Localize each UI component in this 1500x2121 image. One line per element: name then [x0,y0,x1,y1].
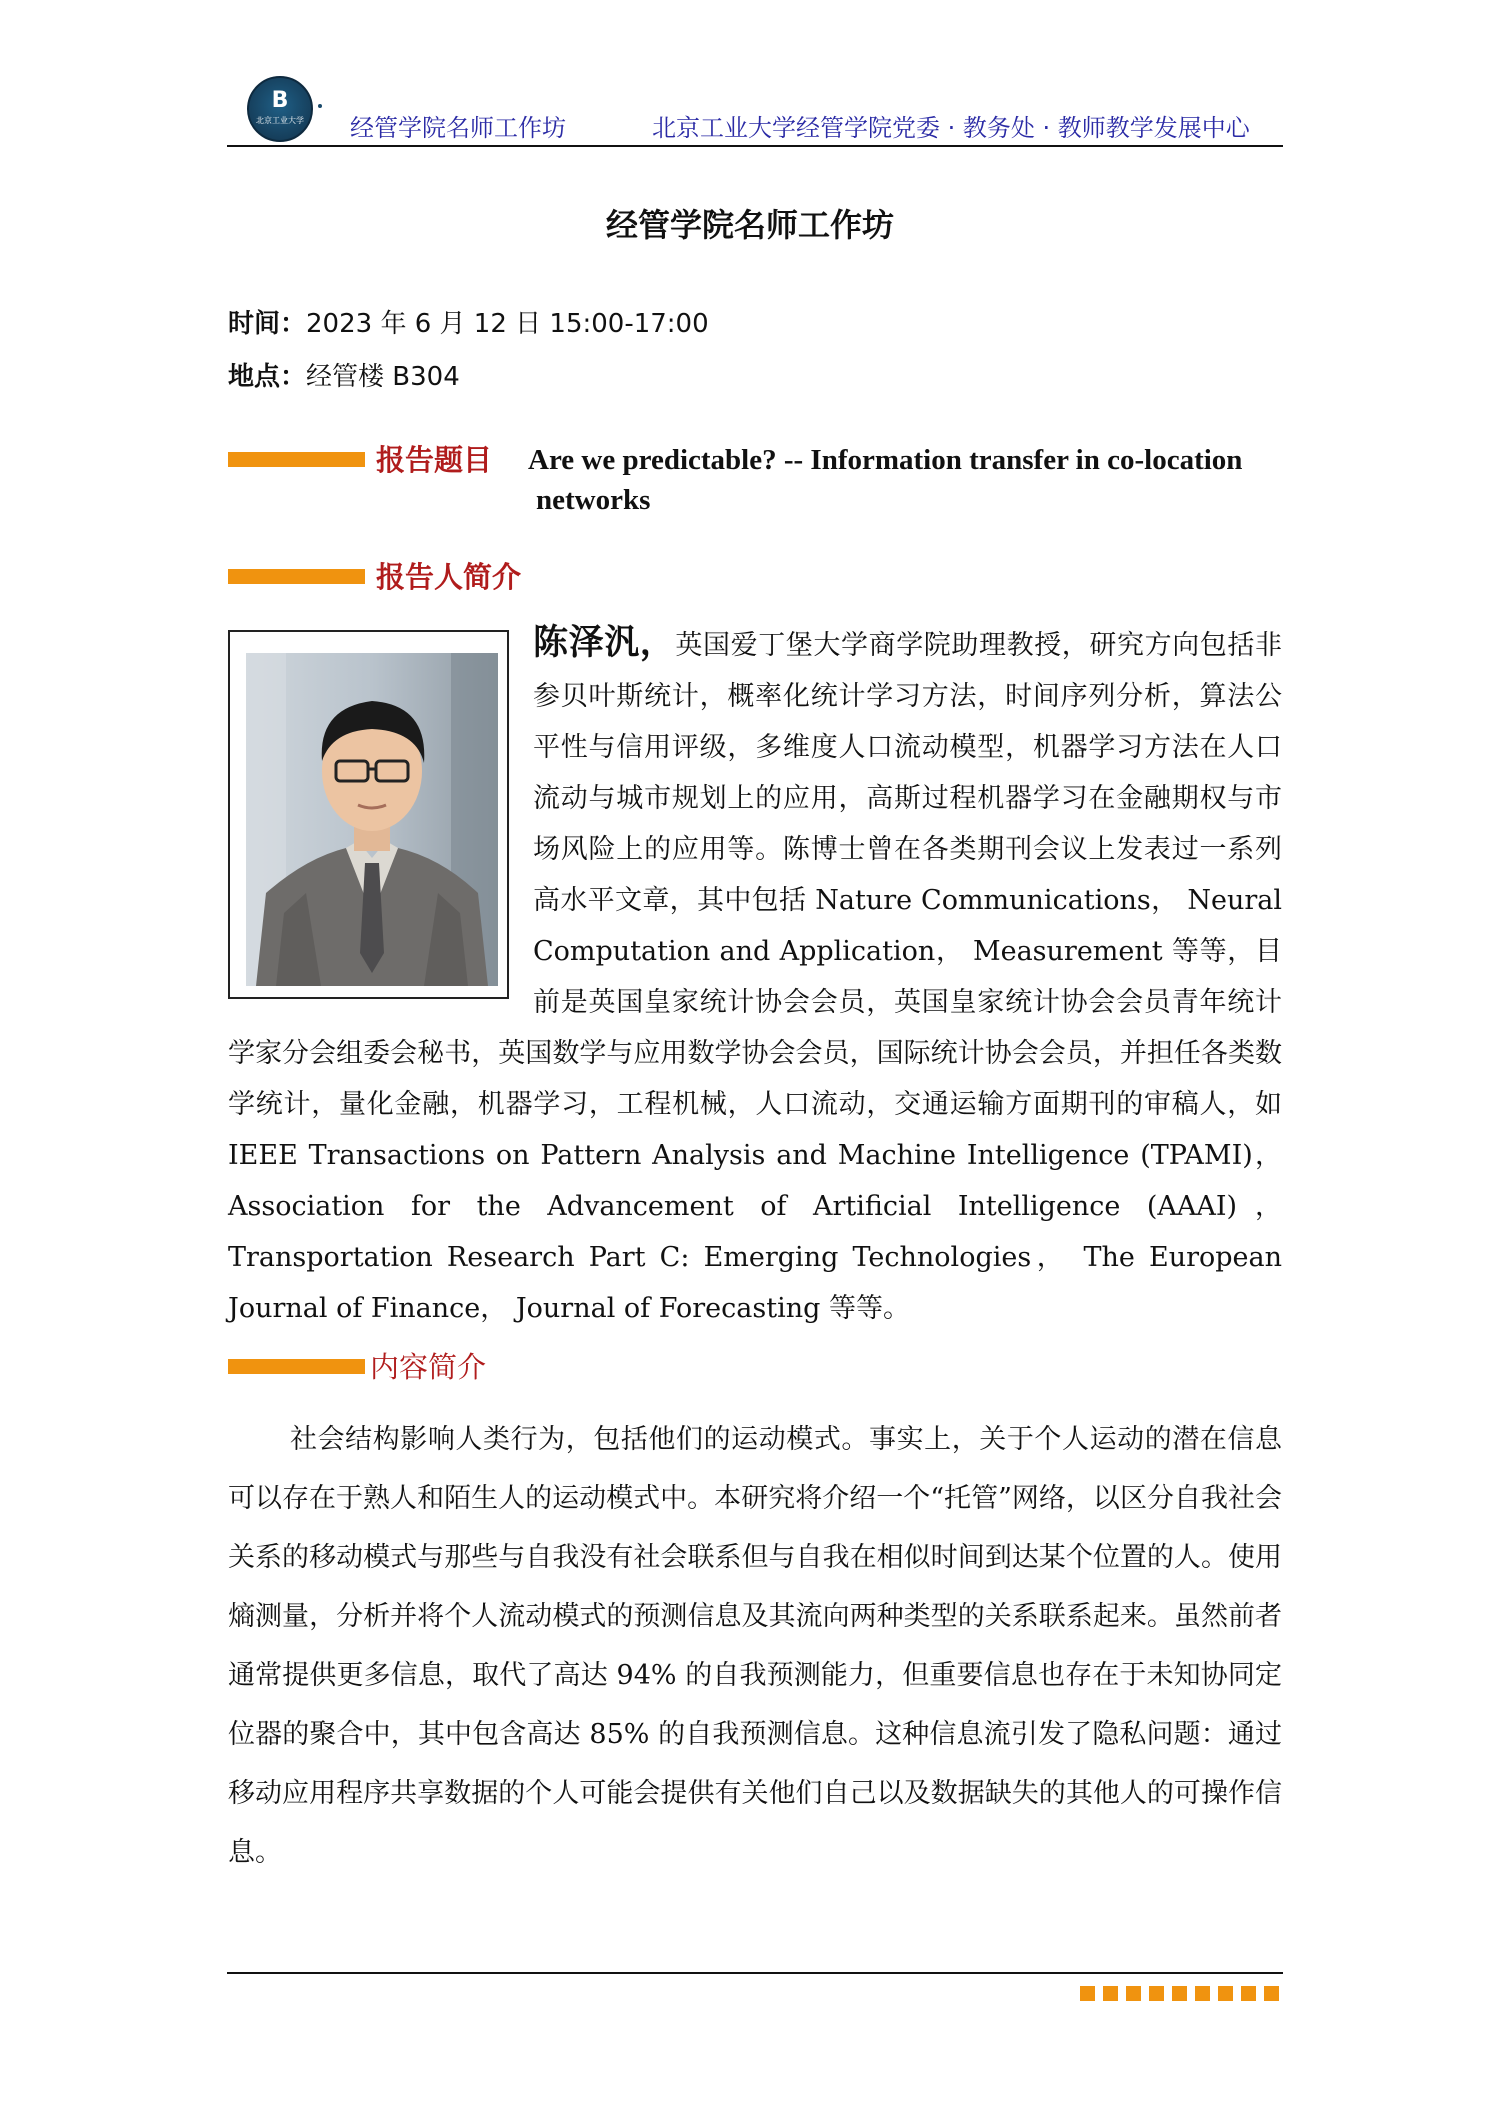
logo-text: 北京工业大学 [256,116,304,125]
footer-square [1195,1986,1210,2001]
header-left-text: 经管学院名师工作坊 [350,114,566,142]
event-place [228,356,460,393]
speaker-bio-text: 英国爱丁堡大学商学院助理教授，研究方向包括非参贝叶斯统计，概率化统计学习方法，时间序列分析，算法公平性与信用评级，多维度人口流动模型，机器学习方法在人口流动与城市规划上的应用，高斯过程机器学习在金融期权与市场风险上的应用等。陈博士曾在各类期刊会议上发表过一系列高水平文章，其中包括 Nature Communications， Neural Computation and Application， Measurement 等等，目前是英国皇家统计协会会员，英国皇家统计协会会员青年统计学家分会组委会秘书，英国数学与应用数学协会会员，国际统计协会会员，并担任各类数学统计，量化金融，机器学习，工程机械，人口流动，交通运输方面期刊的审稿人，如 IEEE Transactions on Pattern Analysis and Machine Intelligence (TPAMI)， Association for the Advancement of Artificial Intelligence (AAAI)， Transportation Research Part C: Emerging Technologies， The European Journal of Finance， Journal of Forecasting 等等。 [228,630,1282,1324]
logo-dot [318,104,322,108]
footer-square [1218,1986,1233,2001]
speaker-heading: 报告人简介 [376,560,522,594]
footer-square [1264,1986,1279,2001]
footer-square [1126,1986,1141,2001]
speaker-name: 陈泽汎， [533,623,676,663]
time-value: 2023 年 6 月 12 日 15:00-17:00 [306,309,709,339]
section-bar-speaker [228,569,365,584]
time-label: 时间： [228,309,307,339]
content-heading: 内容简介 [370,1350,487,1384]
content-paragraph: 社会结构影响人类行为，包括他们的运动模式。事实上，关于个人运动的潜在信息可以存在于熟人和陌生人的运动模式中。本研究将介绍一个“托管”网络，以区分自我社会关系的移动模式与那些与自我没有社会联系但与自我在相似时间到达某个位置的人。使用熵测量，分析并将个人流动模式的预测信息及其流向两种类型的关系联系起来。虽然前者通常提供更多信息，取代了高达 94% 的自我预测能力，但重要信息也存在于未知协同定位器的聚合中，其中包含高达 85% 的自我预测信息。这种信息流引发了隐私问题：通过移动应用程序共享数据的个人可能会提供有关他们自己以及数据缺失的其他人的可操作信息。 [228,1424,1282,1868]
footer-square [1149,1986,1164,2001]
place-value: 经管楼 B304 [306,362,460,392]
talk-title-line1: Are we predictable? -- Information transfer in co-location [528,444,1243,476]
place-label: 地点： [228,362,307,392]
header-right-text: 北京工业大学经管学院党委 · 教务处 · 教师教学发展中心 [652,114,1250,142]
page-title: 经管学院名师工作坊 [605,206,894,244]
footer-divider [227,1972,1283,1974]
talk-title [528,440,1290,520]
topic-heading: 报告题目 [376,443,493,477]
footer-decoration [1080,1986,1279,2001]
event-time [228,303,709,340]
section-bar-topic [228,452,365,467]
header-divider [227,145,1283,147]
talk-title-line2: networks [536,484,651,516]
footer-square [1080,1986,1095,2001]
footer-square [1103,1986,1118,2001]
speaker-portrait-image [246,653,498,986]
footer-square [1172,1986,1187,2001]
footer-square [1241,1986,1256,2001]
section-bar-content [228,1359,365,1374]
logo-emblem-icon: B [271,88,289,113]
speaker-photo [246,653,498,986]
